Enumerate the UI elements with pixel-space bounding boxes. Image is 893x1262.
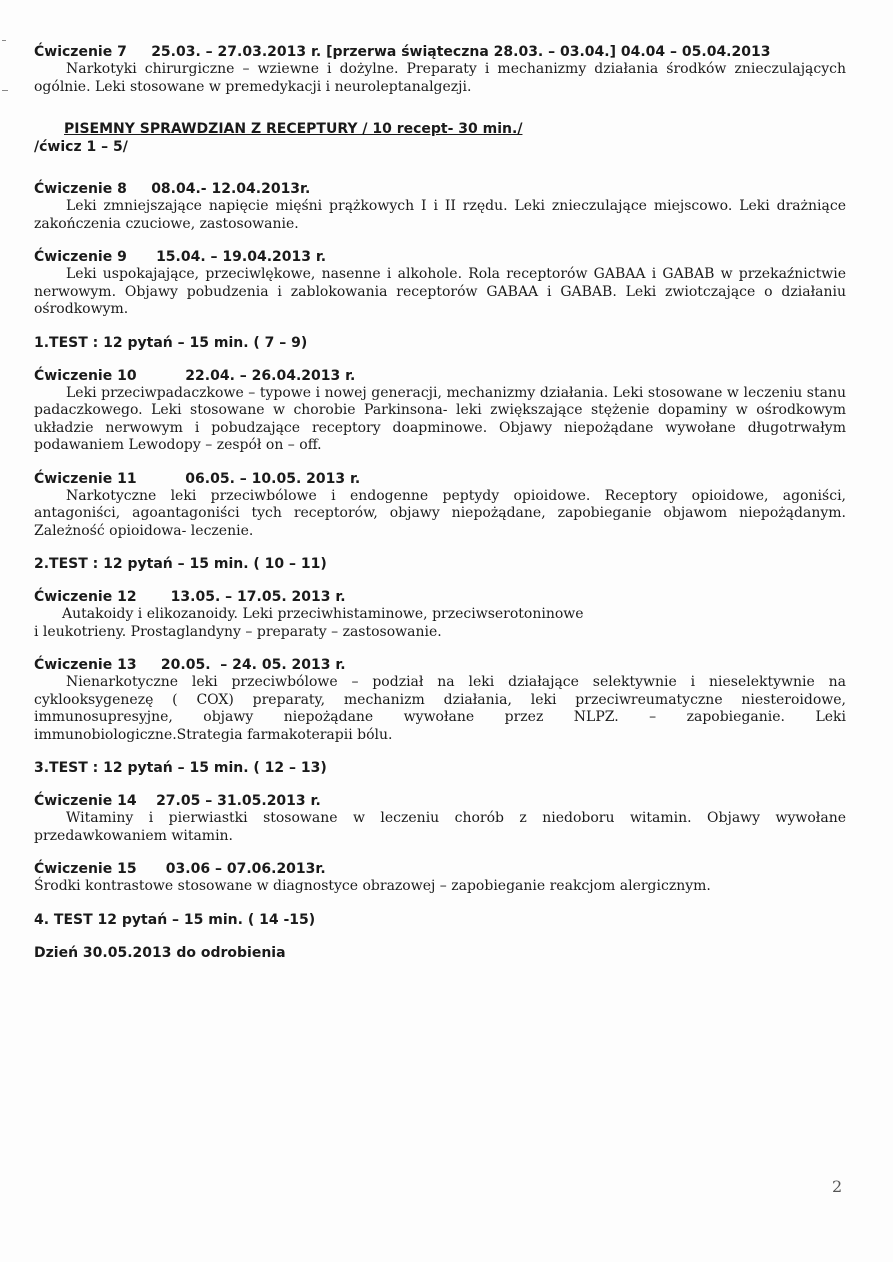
exercise-9-heading: Ćwiczenie 9 15.04. – 19.04.2013 r. [34, 249, 327, 265]
test-3-line: 3.TEST : 12 pytań – 15 min. ( 12 – 13) [34, 760, 327, 776]
scan-mark [2, 40, 6, 41]
exercise-14-body: Witaminy i pierwiastki stosowane w leczeniu chorób z niedoboru witamin. Objawy wywołane przedawkowaniem witamin. [34, 810, 846, 844]
scan-mark [2, 90, 8, 91]
exercise-7-heading: Ćwiczenie 7 25.03. – 27.03.2013 r. [przerwa świąteczna 28.03. – 03.04.] 04.04 – 05.04.2013 [34, 44, 771, 60]
written-test-title: PISEMNY SPRAWDZIAN Z RECEPTURY / 10 recept- 30 min./ [64, 121, 523, 137]
makeup-day-note: Dzień 30.05.2013 do odrobienia [34, 944, 286, 961]
exercise-14-heading: Ćwiczenie 14 27.05 – 31.05.2013 r. [34, 793, 321, 809]
exercise-8-body: Leki zmniejszające napięcie mięśni prążkowych I i II rzędu. Leki znieczulające miejscowo. Leki drażniące zakończenia czuciowe, zastosowanie. [34, 198, 846, 232]
exercise-12-body-line-1: Autakoidy i elikozanoidy. Leki przeciwhistaminowe, przeciwserotoninowe [62, 606, 584, 622]
document-content [34, 43, 846, 962]
test-1-line: 1.TEST : 12 pytań – 15 min. ( 7 – 9) [34, 334, 308, 351]
exercise-9-body: Leki uspokajające, przeciwlękowe, nasenne i alkohole. Rola receptorów GABAA i GABAB w przekaźnictwie nerwowym. Objawy pobudzenia i zablokowania receptorów GABAA i GABAB. Leki zwiotczające o działaniu ośrodkowym. [34, 266, 846, 317]
exercise-12-body-line-2: i leukotrieny. Prostaglandyny – preparaty – zastosowanie. [34, 623, 442, 640]
test-4-line: 4. TEST 12 pytań – 15 min. ( 14 -15) [34, 911, 316, 928]
written-test-scope: /ćwicz 1 – 5/ [34, 139, 128, 155]
exercise-7-body: Narkotyki chirurgiczne – wziewne i dożylne. Preparaty i mechanizmy działania środków znieczulających ogólnie. Leki stosowane w premedykacji i neuroleptanalgezji. [34, 61, 846, 95]
exercise-12-heading: Ćwiczenie 12 13.05. – 17.05. 2013 r. [34, 589, 346, 605]
exercise-15-body: Środki kontrastowe stosowane w diagnostyce obrazowej – zapobieganie reakcjom alergicznym. [34, 878, 711, 894]
page-number: 2 [832, 1177, 843, 1196]
exercise-10-body: Leki przeciwpadaczkowe – typowe i nowej generacji, mechanizmy działania. Leki stosowane w leczeniu stanu padaczkowego. Leki stosowane w chorobie Parkinsona- leki zwiększające stężenie dopaminy w ośrodkowym układzie nerwowym i pobudzające receptory doapminowe. Objawy niepożądane wywołane długotrwałym podawaniem Lewodopy – zespół on – off. [34, 384, 846, 453]
exercise-8-heading: Ćwiczenie 8 08.04.- 12.04.2013r. [34, 181, 311, 197]
exercise-15-heading: Ćwiczenie 15 03.06 – 07.06.2013r. [34, 861, 326, 877]
exercise-11-heading: Ćwiczenie 11 06.05. – 10.05. 2013 r. [34, 470, 361, 487]
exercise-11-body: Narkotyczne leki przeciwbólowe i endogenne peptydy opioidowe. Receptory opioidowe, agoniści, antagoniści, agoantagoniści tych receptorów, objawy niepożądane, zapobieganie objawom niepożądanym. Zależność opioidowa- leczenie. [34, 487, 846, 539]
exercise-13-body: Nienarkotyczne leki przeciwbólowe – podział na leki działające selektywnie i nieselektywnie na cyklooksygenezę ( COX) preparaty, mechanizm działania, leki przeciwreumatyczne niesteroidowe, immunosupresyjne, objawy niepożądane wywołane przez NLPZ. – zapobieganie. Leki immunobiologiczne.Strategia farmakoterapii bólu. [34, 674, 846, 743]
exercise-10-heading: Ćwiczenie 10 22.04. – 26.04.2013 r. [34, 367, 356, 384]
test-2-line: 2.TEST : 12 pytań – 15 min. ( 10 – 11) [34, 556, 327, 572]
exercise-13-heading: Ćwiczenie 13 20.05. – 24. 05. 2013 r. [34, 657, 346, 673]
